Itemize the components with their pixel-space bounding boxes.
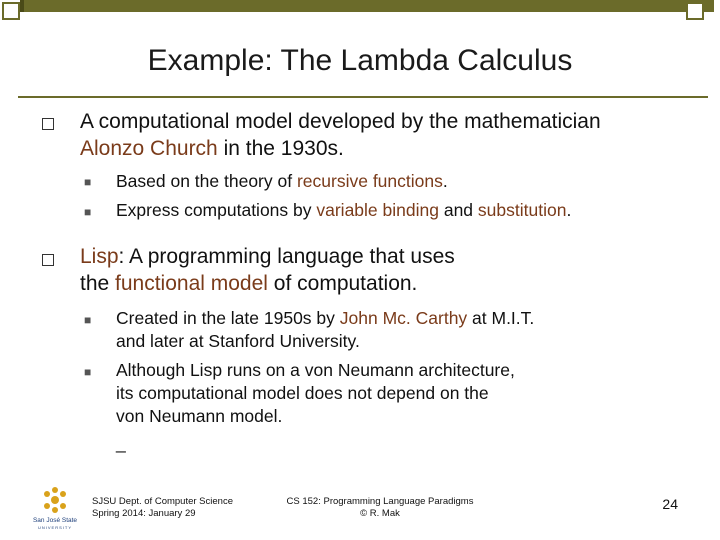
page-number: 24 (662, 496, 678, 512)
top-right-square-icon (686, 2, 704, 20)
recursive-functions-highlight: recursive functions (296, 171, 443, 191)
sub-bullet-2b-line3: von Neumann model. (116, 406, 283, 426)
small-square-bullet-icon: ■ (84, 365, 92, 379)
square-bullet-icon (42, 254, 54, 266)
bullet-2-text (80, 243, 455, 297)
sub-bullet-1a-pre: Based on the theory of (116, 171, 297, 191)
logo-text-line1: San José State (32, 517, 78, 524)
bullet-1-line2: in the 1930s. (217, 137, 344, 160)
sub-bullet-2a-post: at M.I.T. (467, 308, 535, 328)
alonzo-church-highlight: Alonzo Church (80, 137, 218, 160)
small-square-bullet-icon: ■ (84, 175, 92, 189)
footer-center (270, 496, 490, 520)
bullet-2-line2-post: of computation. (267, 272, 418, 295)
top-accent-bar (20, 0, 714, 12)
sub-bullet-2a (116, 307, 534, 353)
footer-date: Spring 2014: January 29 (92, 508, 196, 519)
square-bullet-icon (42, 118, 54, 130)
sub-bullet-1a-post: . (442, 171, 448, 191)
bullet-2-line2-pre: the (80, 272, 116, 295)
title-divider (18, 96, 708, 98)
footer-author: © R. Mak (360, 508, 400, 519)
sjsu-logo-icon (28, 484, 82, 532)
john-mccarthy-highlight: John Mc. Carthy (339, 308, 468, 328)
variable-binding-highlight: variable binding (316, 200, 439, 220)
lisp-highlight: Lisp (80, 245, 119, 268)
sub-bullet-1b-mid: and (438, 200, 478, 220)
small-square-bullet-icon: ■ (84, 205, 92, 219)
sub-bullet-1b (116, 199, 571, 222)
slide-title: Example: The Lambda Calculus (147, 44, 573, 77)
footer-course: CS 152: Programming Language Paradigms (286, 496, 474, 507)
sub-bullet-2b-line1: Although Lisp runs on a von Neumann architecture, (116, 360, 515, 380)
top-left-square-icon (2, 2, 20, 20)
sub-bullet-2b (116, 359, 515, 428)
bullet-2-line1: : A programming language that uses (118, 245, 455, 268)
footer-dept: SJSU Dept. of Computer Science (92, 496, 233, 507)
functional-model-highlight: functional model (115, 272, 268, 295)
small-square-bullet-icon: ■ (84, 313, 92, 327)
substitution-highlight: substitution (477, 200, 567, 220)
bullet-1-line1: A computational model developed by the mathematician (80, 110, 601, 133)
sub-bullet-2a-line2: and later at Stanford University. (116, 331, 360, 351)
footer-left (92, 496, 233, 520)
sub-bullet-1b-post: . (566, 200, 572, 220)
sub-bullet-1a (116, 170, 448, 193)
trailing-dash: _ (116, 433, 126, 453)
logo-text-line2: UNIVERSITY (37, 525, 73, 530)
sub-bullet-1b-pre: Express computations by (116, 200, 317, 220)
sub-bullet-2a-pre: Created in the late 1950s by (116, 308, 340, 328)
bullet-1-text (80, 108, 601, 162)
sub-bullet-2b-line2: its computational model does not depend on the (116, 383, 489, 403)
